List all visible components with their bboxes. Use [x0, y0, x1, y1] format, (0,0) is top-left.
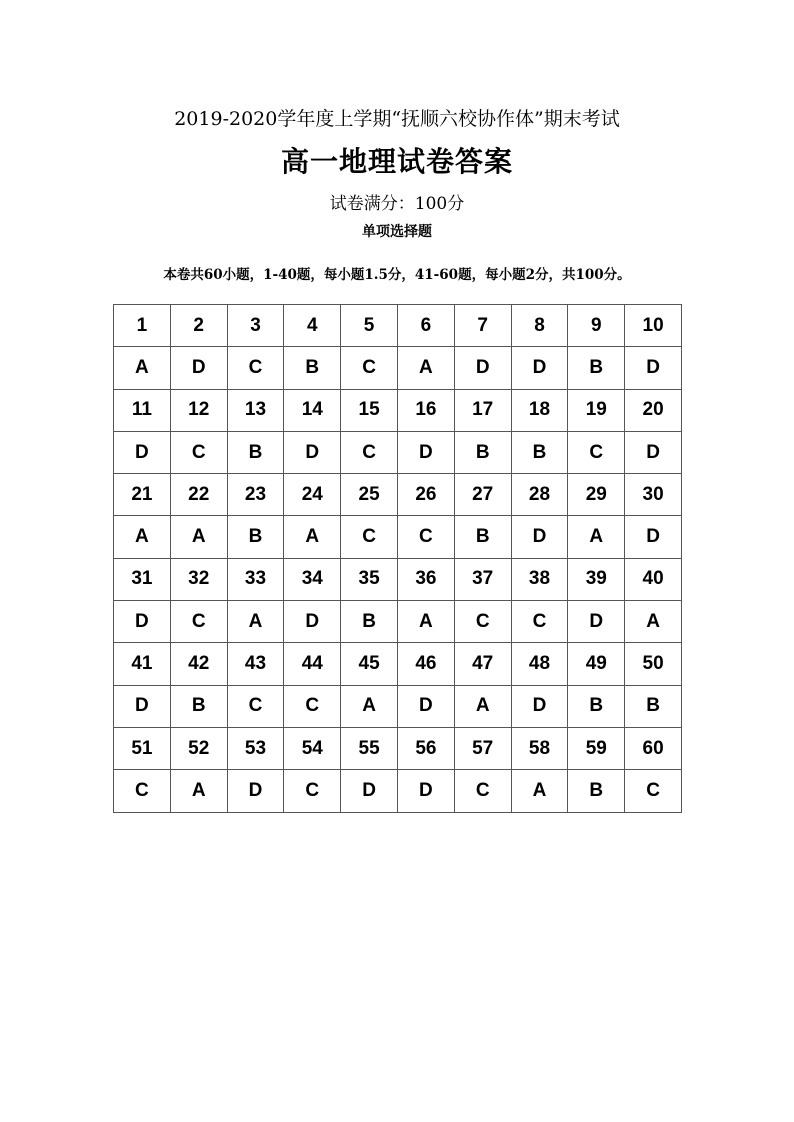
- answer-cell: B: [568, 685, 625, 727]
- question-number-cell: 4: [284, 305, 341, 347]
- answer-cell: C: [397, 516, 454, 558]
- answer-cell: B: [284, 347, 341, 389]
- answer-cell: A: [625, 601, 682, 643]
- answer-cell: D: [625, 347, 682, 389]
- question-number-cell: 56: [397, 727, 454, 769]
- answer-cell: A: [511, 770, 568, 812]
- question-number-cell: 31: [114, 558, 171, 600]
- answer-cell: C: [341, 516, 398, 558]
- question-number-cell: 55: [341, 727, 398, 769]
- answer-cell: A: [227, 601, 284, 643]
- question-number-cell: 28: [511, 474, 568, 516]
- question-number-cell: 51: [114, 727, 171, 769]
- question-number-cell: 44: [284, 643, 341, 685]
- question-number-cell: 42: [170, 643, 227, 685]
- answer-cell: C: [568, 431, 625, 473]
- answer-cell: D: [341, 770, 398, 812]
- answer-cell: D: [284, 601, 341, 643]
- question-number-cell: 50: [625, 643, 682, 685]
- answer-cell: D: [227, 770, 284, 812]
- answer-cell: C: [454, 770, 511, 812]
- answer-cell: A: [341, 685, 398, 727]
- answer-cell: C: [341, 431, 398, 473]
- answer-row: [114, 431, 682, 473]
- question-number-cell: 10: [625, 305, 682, 347]
- question-number-cell: 45: [341, 643, 398, 685]
- answer-cell: D: [511, 516, 568, 558]
- answer-cell: D: [511, 347, 568, 389]
- question-number-cell: 34: [284, 558, 341, 600]
- question-number-row: [114, 643, 682, 685]
- question-number-cell: 49: [568, 643, 625, 685]
- section-heading: 单项选择题: [362, 224, 432, 240]
- question-number-cell: 6: [397, 305, 454, 347]
- answer-cell: A: [397, 347, 454, 389]
- question-number-cell: 19: [568, 389, 625, 431]
- answer-cell: D: [625, 431, 682, 473]
- answer-cell: C: [454, 601, 511, 643]
- answer-cell: C: [170, 431, 227, 473]
- answer-cell: C: [511, 601, 568, 643]
- question-number-cell: 7: [454, 305, 511, 347]
- answer-cell: D: [397, 685, 454, 727]
- answer-cell: A: [284, 516, 341, 558]
- answer-row: [114, 347, 682, 389]
- answer-table: [113, 304, 682, 813]
- answer-cell: C: [114, 770, 171, 812]
- answer-cell: B: [227, 516, 284, 558]
- answer-cell: D: [397, 770, 454, 812]
- question-number-cell: 16: [397, 389, 454, 431]
- question-number-cell: 29: [568, 474, 625, 516]
- question-number-cell: 30: [625, 474, 682, 516]
- question-number-cell: 54: [284, 727, 341, 769]
- answer-row: [114, 685, 682, 727]
- question-number-cell: 3: [227, 305, 284, 347]
- answer-cell: B: [454, 431, 511, 473]
- answer-cell: C: [227, 347, 284, 389]
- answer-row: [114, 601, 682, 643]
- answer-row: [114, 516, 682, 558]
- question-number-cell: 40: [625, 558, 682, 600]
- question-number-cell: 59: [568, 727, 625, 769]
- answer-table-body: [114, 305, 682, 813]
- full-score-label: 试卷满分：100分: [329, 194, 465, 214]
- question-number-cell: 17: [454, 389, 511, 431]
- answer-cell: B: [341, 601, 398, 643]
- question-number-row: [114, 305, 682, 347]
- question-number-cell: 36: [397, 558, 454, 600]
- answer-cell: D: [511, 685, 568, 727]
- question-number-cell: 39: [568, 558, 625, 600]
- answer-cell: C: [284, 685, 341, 727]
- question-number-cell: 57: [454, 727, 511, 769]
- question-number-cell: 52: [170, 727, 227, 769]
- question-number-cell: 8: [511, 305, 568, 347]
- answer-cell: B: [568, 770, 625, 812]
- answer-cell: C: [341, 347, 398, 389]
- question-number-cell: 37: [454, 558, 511, 600]
- question-number-cell: 53: [227, 727, 284, 769]
- answer-cell: B: [454, 516, 511, 558]
- answer-cell: A: [397, 601, 454, 643]
- answer-row: [114, 770, 682, 812]
- answer-cell: D: [397, 431, 454, 473]
- question-number-cell: 9: [568, 305, 625, 347]
- answer-cell: C: [625, 770, 682, 812]
- answer-cell: D: [454, 347, 511, 389]
- question-number-row: [114, 558, 682, 600]
- question-number-cell: 35: [341, 558, 398, 600]
- question-number-row: [114, 389, 682, 431]
- page-title: 高一地理试卷答案: [280, 145, 513, 178]
- answer-cell: D: [114, 601, 171, 643]
- answer-cell: D: [284, 431, 341, 473]
- answer-cell: D: [114, 431, 171, 473]
- answer-cell: B: [227, 431, 284, 473]
- answer-cell: D: [170, 347, 227, 389]
- question-number-cell: 47: [454, 643, 511, 685]
- question-number-cell: 20: [625, 389, 682, 431]
- question-number-cell: 46: [397, 643, 454, 685]
- question-number-cell: 24: [284, 474, 341, 516]
- question-number-row: [114, 727, 682, 769]
- question-number-cell: 43: [227, 643, 284, 685]
- question-number-cell: 32: [170, 558, 227, 600]
- answer-cell: D: [568, 601, 625, 643]
- question-number-row: [114, 474, 682, 516]
- question-number-cell: 13: [227, 389, 284, 431]
- question-number-cell: 22: [170, 474, 227, 516]
- question-number-cell: 2: [170, 305, 227, 347]
- question-number-cell: 26: [397, 474, 454, 516]
- question-number-cell: 14: [284, 389, 341, 431]
- question-number-cell: 25: [341, 474, 398, 516]
- question-number-cell: 41: [114, 643, 171, 685]
- question-number-cell: 12: [170, 389, 227, 431]
- answer-cell: D: [114, 685, 171, 727]
- question-number-cell: 60: [625, 727, 682, 769]
- question-number-cell: 58: [511, 727, 568, 769]
- answer-cell: A: [568, 516, 625, 558]
- question-number-cell: 21: [114, 474, 171, 516]
- answer-cell: A: [170, 516, 227, 558]
- question-number-cell: 1: [114, 305, 171, 347]
- instruction-text: 本卷共60小题，1-40题，每小题1.5分，41-60题，每小题2分，共100分。: [163, 267, 631, 283]
- question-number-cell: 11: [114, 389, 171, 431]
- question-number-cell: 33: [227, 558, 284, 600]
- question-number-cell: 48: [511, 643, 568, 685]
- question-number-cell: 23: [227, 474, 284, 516]
- answer-cell: C: [170, 601, 227, 643]
- question-number-cell: 5: [341, 305, 398, 347]
- answer-cell: A: [114, 347, 171, 389]
- answer-cell: C: [284, 770, 341, 812]
- question-number-cell: 27: [454, 474, 511, 516]
- answer-cell: D: [625, 516, 682, 558]
- answer-cell: A: [454, 685, 511, 727]
- question-number-cell: 38: [511, 558, 568, 600]
- answer-cell: B: [511, 431, 568, 473]
- answer-cell: A: [114, 516, 171, 558]
- answer-cell: C: [227, 685, 284, 727]
- question-number-cell: 15: [341, 389, 398, 431]
- answer-cell: A: [170, 770, 227, 812]
- question-number-cell: 18: [511, 389, 568, 431]
- exam-subtitle: 2019-2020学年度上学期“抚顺六校协作体”期末考试: [174, 108, 620, 130]
- answer-cell: B: [625, 685, 682, 727]
- answer-cell: B: [170, 685, 227, 727]
- answer-cell: B: [568, 347, 625, 389]
